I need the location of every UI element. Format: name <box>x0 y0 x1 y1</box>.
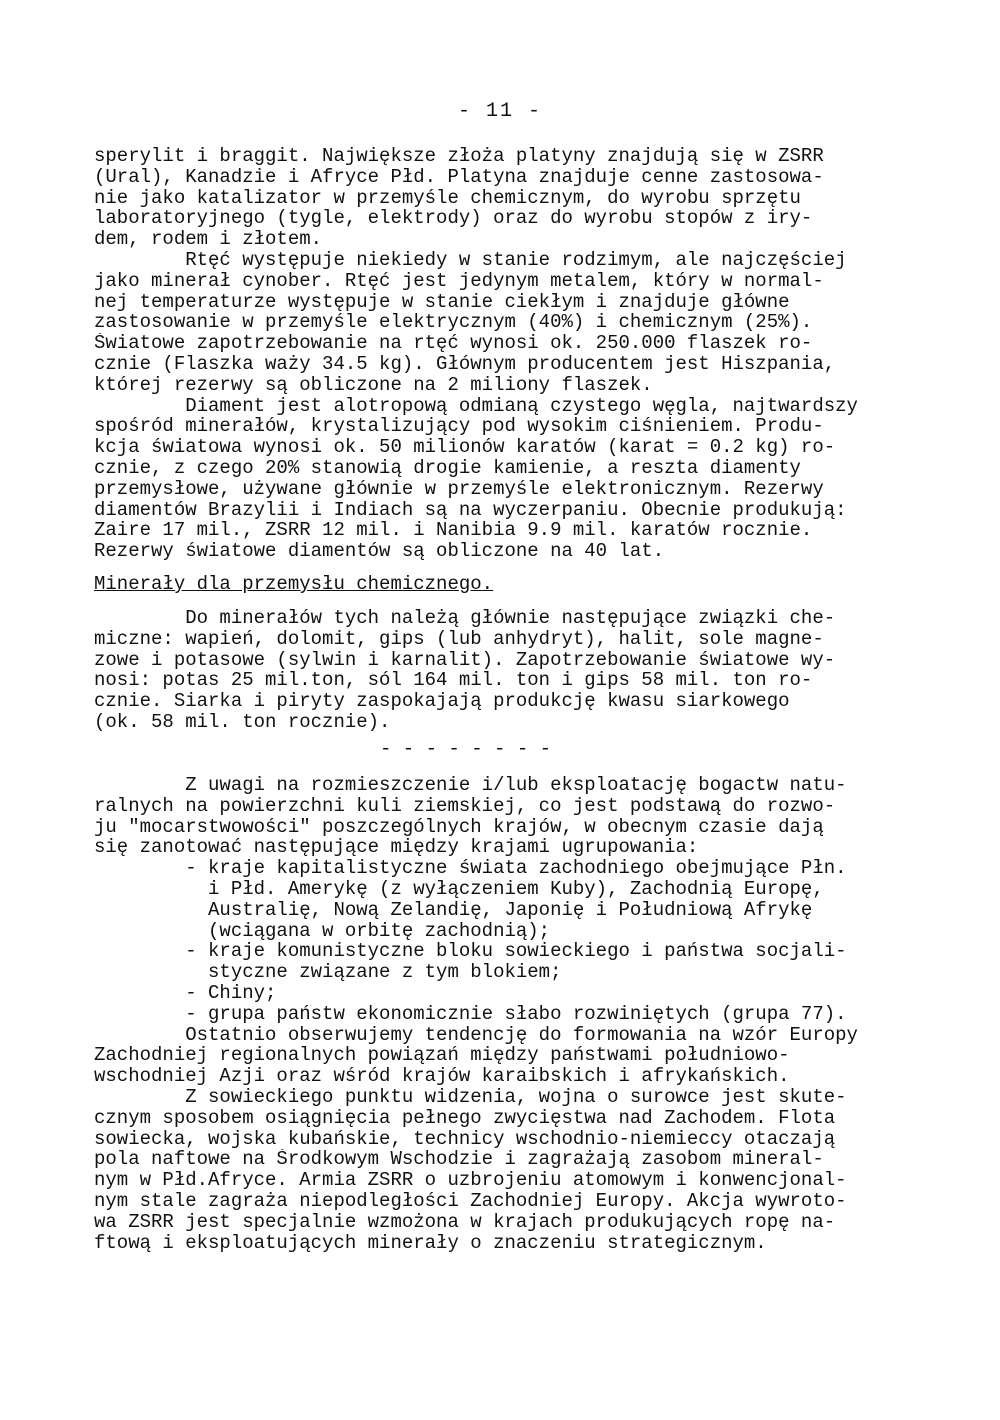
text-line: nosi: potas 25 mil.ton, sól 164 mil. ton i gips 58 mil. ton ro- <box>94 670 813 692</box>
text-line: pola naftowe na Środkowym Wschodzie i zagrażają zasobom mineral- <box>94 1149 824 1171</box>
text-line: jako minerał cynober. Rtęć jest jedynym metalem, który w normal- <box>94 270 824 292</box>
text-line: nej temperaturze występuje w stanie ciekłym i znajduje główne <box>94 291 790 313</box>
page-number: - 11 - <box>457 100 542 123</box>
text-line: laboratoryjnego (tygle, elektrody) oraz do wyrobu stopów z iry- <box>94 208 813 230</box>
text-line: Z sowieckiego punktu widzenia, wojna o surowce jest skute- <box>94 1086 847 1108</box>
text-line: wa ZSRR jest specjalnie wzmożona w krajach produkujących ropę na- <box>94 1211 836 1233</box>
text-line: dem, rodem i złotem. <box>94 229 323 250</box>
list-item-continuation: Australię, Nową Zelandię, Japonię i Południową Afrykę <box>94 899 813 921</box>
text-line: cznie, z czego 20% stanowią drogie kamienie, a reszta diamenty <box>94 457 801 479</box>
text-line: Rezerwy światowe diamentów są obliczone na 40 lat. <box>94 541 665 562</box>
text-line: sowiecka, wojska kubańskie, technicy wschodnio-niemieccy otaczają <box>94 1128 836 1150</box>
section-2-paragraph <box>94 608 914 733</box>
text-line: się zanotować następujące między krajami ugrupowania: <box>94 837 699 859</box>
text-line: cznie. Siarka i piryty zaspokajają produkcję kwasu siarkowego <box>94 691 790 712</box>
list-item-continuation: styczne związane z tym blokiem; <box>94 962 562 983</box>
text-line: Rtęć występuje niekiedy w stanie rodzimym, ale najczęściej <box>94 249 847 271</box>
list-item: - kraje komunistyczne bloku sowieckiego i państwa socjali- <box>94 941 847 963</box>
text-line: Ostatnio obserwujemy tendencję do formowania na wzór Europy <box>94 1024 858 1046</box>
text-line: Zachodniej regionalnych powiązań między państwami południowo- <box>94 1045 790 1067</box>
section-1-paragraphs <box>94 146 914 562</box>
text-line: spośród minerałów, krystalizujący pod wysokim ciśnieniem. Produ- <box>94 416 824 438</box>
list-item: - kraje kapitalistyczne świata zachodniego obejmujące Płn. <box>94 858 847 879</box>
text-line: zastosowanie w przemyśle elektrycznym (40%) i chemicznym (25%). <box>94 312 813 334</box>
text-line: miczne: wapień, dolomit, gips (lub anhydryt), halit, sole magne- <box>94 628 824 650</box>
text-line: Światowe zapotrzebowanie na rtęć wynosi ok. 250.000 flaszek ro- <box>94 333 813 354</box>
text-line: (Ural), Kanadzie i Afryce Płd. Platyna znajduje cenne zastosowa- <box>94 166 824 188</box>
list-item-continuation: i Płd. Amerykę (z wyłączeniem Kuby), Zachodnią Europę, <box>94 878 824 900</box>
text-line: cznie (Flaszka waży 34.5 kg). Głównym producentem jest Hiszpania, <box>94 353 836 375</box>
text-line: ftową i eksploatujących minerały o znaczeniu strategicznym. <box>94 1232 767 1254</box>
text-line: Z uwagi na rozmieszczenie i/lub eksploatację bogactw natu- <box>94 775 847 796</box>
list-item: - grupa państw ekonomicznie słabo rozwiniętych (grupa 77). <box>94 1003 847 1025</box>
text-line: zowe i potasowe (sylwin i karnalit). Zapotrzebowanie światowe wy- <box>94 649 836 671</box>
text-line: Diament jest alotropową odmianą czystego węgla, najtwardszy <box>94 395 858 417</box>
list-item-continuation: (wciągana w orbitę zachodnią); <box>94 920 551 942</box>
text-line: nym w Płd.Afryce. Armia ZSRR o uzbrojeniu atomowym i konwencjonal- <box>94 1170 847 1191</box>
text-line: przemysłowe, używane głównie w przemyśle elektronicznym. Rezerwy <box>94 478 824 500</box>
list-item: - Chiny; <box>94 982 277 1004</box>
text-line: Zaire 17 mil., ZSRR 12 mil. i Nanibia 9.9 mil. karatów rocznie. <box>94 520 813 542</box>
text-line: cznym sposobem osiągnięcia pełnego zwycięstwa nad Zachodem. Flota <box>94 1107 836 1129</box>
section-heading: Minerały dla przemysłu chemicznego. <box>94 573 494 595</box>
text-line: diamentów Brazylii i Indiach są na wyczerpaniu. Obecnie produkują: <box>94 499 847 521</box>
section-3-paragraphs <box>94 775 914 1253</box>
text-line: kcja światowa wynosi ok. 50 milionów karatów (karat = 0.2 kg) ro- <box>94 437 836 458</box>
section-separator: - - - - - - - - <box>380 738 552 760</box>
text-line: nym stale zagraża niepodległości Zachodniej Europy. Akcja wywroto- <box>94 1190 847 1212</box>
text-line: nie jako katalizator w przemyśle chemicznym, do wyrobu sprzętu <box>94 187 801 209</box>
text-line: Do minerałów tych należą głównie następujące związki che- <box>94 608 836 629</box>
text-line: ralnych na powierzchni kuli ziemskiej, co jest podstawą do rozwo- <box>94 795 836 817</box>
text-line: sperylit i braggit. Największe złoża platyny znajdują się w ZSRR <box>94 146 824 167</box>
text-line: której rezerwy są obliczone na 2 miliony flaszek. <box>94 374 653 396</box>
text-line: (ok. 58 mil. ton rocznie). <box>94 711 391 733</box>
text-line: ju "mocarstwowości" poszczególnych krajów, w obecnym czasie dają <box>94 816 824 838</box>
text-line: wschodniej Azji oraz wśród krajów karaibskich i afrykańskich. <box>94 1066 790 1087</box>
